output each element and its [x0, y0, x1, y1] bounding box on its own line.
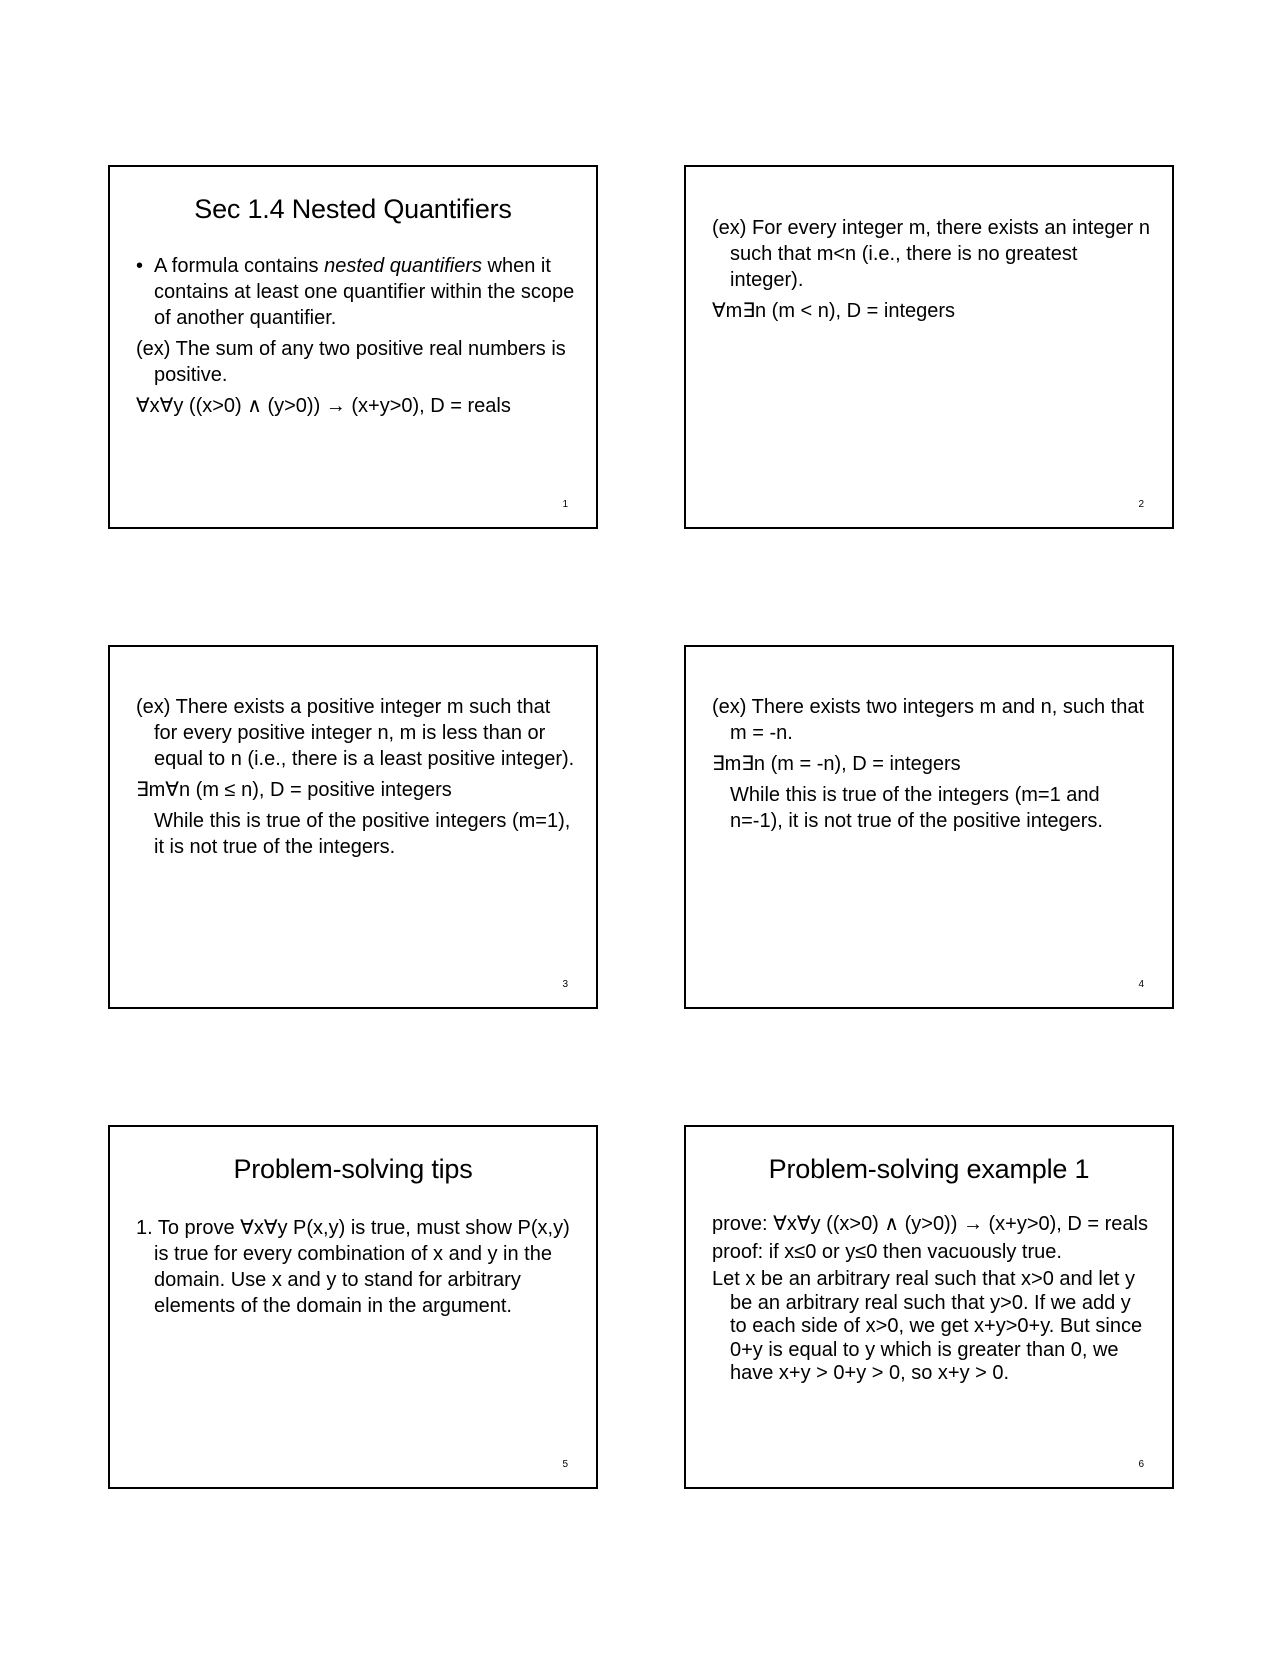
emphasis-term: nested quantifiers — [324, 255, 482, 277]
note-text: While this is true of the positive integers (m=1), it is not true of the integers. — [154, 810, 571, 858]
slide-3 — [108, 645, 598, 1009]
slide-body — [712, 1213, 1152, 1390]
slide-2 — [684, 165, 1174, 529]
slide-5 — [108, 1125, 598, 1489]
formula: ∃m∀n (m ≤ n), D = positive integers — [136, 779, 452, 801]
page-number: 6 — [1138, 1459, 1144, 1470]
slide-title: Problem-solving example 1 — [768, 1154, 1090, 1184]
example-text: (ex) There exists two integers m and n, such that m = -n. — [712, 696, 1145, 744]
slide-body — [136, 253, 576, 424]
page-number: 5 — [562, 1459, 568, 1470]
bullet-icon: • — [136, 255, 144, 277]
slide-body — [136, 694, 576, 865]
formula: ∃m∃n (m = -n), D = integers — [712, 753, 961, 775]
tip-text: 1. To prove ∀x∀y P(x,y) is true, must show P(x,y) is true for every combination of x and y in the domain. Use x and y to stand for arbitrary elements of the domain in the argument. — [136, 1217, 570, 1317]
argument-text: Let x be an arbitrary real such that x>0 and let y be an arbitrary real such that y>0. If we add y to each side of x>0, we get x+y>0+y. But since 0+y is equal to y which is greater than 0, we have x+y > 0+y > 0, so x+y > 0. — [712, 1268, 1143, 1384]
note-text: While this is true of the integers (m=1 and n=-1), it is not true of the positive integers. — [730, 784, 1103, 832]
page-number: 3 — [562, 979, 568, 990]
slide-body — [136, 1215, 576, 1324]
page-number: 2 — [1138, 499, 1144, 510]
bullet-text-end: when it contains at least one quantifier within the scope of another quantifier. — [154, 255, 575, 329]
page-number: 4 — [1138, 979, 1144, 990]
slide-6 — [684, 1125, 1174, 1489]
example-text: (ex) The sum of any two positive real numbers is positive. — [136, 338, 566, 386]
example-text: (ex) For every integer m, there exists an integer n such that m<n (i.e., there is no greatest integer). — [712, 217, 1150, 291]
slide-body — [712, 694, 1152, 839]
slide-4 — [684, 645, 1174, 1009]
page-number: 1 — [562, 499, 568, 510]
formula: ∀x∀y ((x>0) ∧ (y>0)) → (x+y>0), D = reals — [136, 395, 511, 417]
formula: ∀m∃n (m < n), D = integers — [712, 300, 956, 322]
example-text: (ex) There exists a positive integer m such that for every positive integer n, m is less than or equal to n (i.e., there is a least positive integer). — [136, 696, 575, 770]
bullet-item — [136, 253, 576, 331]
prove-statement: prove: ∀x∀y ((x>0) ∧ (y>0)) → (x+y>0), D = reals — [712, 1213, 1148, 1235]
slide-1 — [108, 165, 598, 529]
slide-title: Problem-solving tips — [233, 1154, 473, 1184]
proof-text: proof: if x≤0 or y≤0 then vacuously true. — [712, 1240, 1062, 1263]
slide-title: Sec 1.4 Nested Quantifiers — [194, 194, 512, 224]
bullet-text-start: A formula contains — [154, 255, 325, 277]
slide-body — [712, 215, 1152, 329]
